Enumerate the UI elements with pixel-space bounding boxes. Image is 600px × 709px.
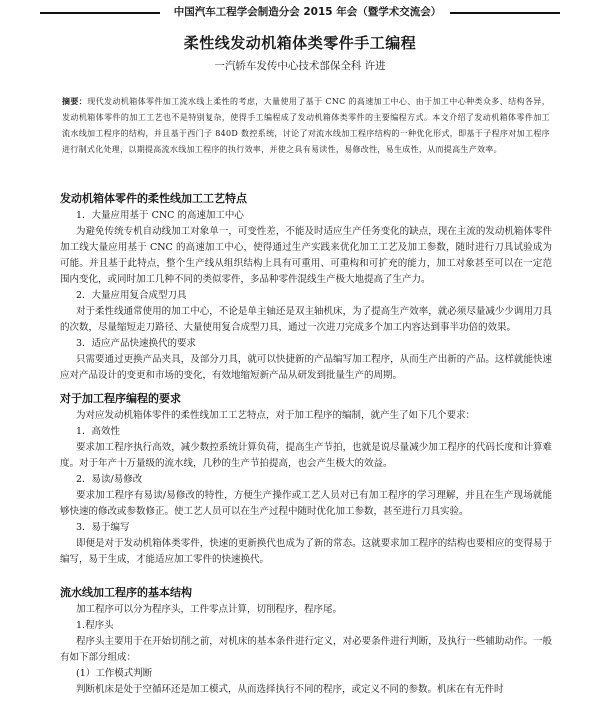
body-content <box>60 190 552 698</box>
abstract <box>62 93 550 158</box>
sub-heading: 3．易于编写 <box>76 522 130 533</box>
paragraph: 即便是对于发动机箱体类零件，快速的更新换代也成为了新的常态。这就要求加工程序的结构也要相应的变得易于编写，易于生成，才能适应加工零件的快速换代。 <box>60 538 552 565</box>
abstract-label: 摘要： <box>62 96 88 106</box>
section-heading: 发动机箱体零件的柔性线加工工艺特点 <box>60 192 247 205</box>
header-text: 中国汽车工程学会制造分会 2015 年会（暨学术交流会） <box>173 6 442 18</box>
paragraph: 要求加工程序有易读/易修改的特性，方便生产操作或工艺人员对已有加工程序的学习理解，并且在生产现场就能够快速的修改或参数修正。使工艺人员可以在生产过程中随时优化加工参数，甚至进行刀具实验。 <box>60 490 552 517</box>
sub-heading: 2．易读/易修改 <box>76 474 143 485</box>
sub-heading: 1．大量应用基于 CNC 的高速加工中心 <box>76 210 244 221</box>
header-rule-right <box>450 12 560 14</box>
sub-heading: (1）工作模式判断 <box>76 668 153 679</box>
paragraph: 只需要通过更换产品夹具，及部分刀具，就可以快捷新的产品编写加工程序，从而生产出新的产品。这样就能快速应对产品设计的变更和市场的变化，有效地缩短新产品从研发到批量生产的周期。 <box>60 354 552 381</box>
sub-heading: 1.程序头 <box>76 620 114 631</box>
paragraph: 要求加工程序执行高效，减少数控系统计算负荷，提高生产节拍，也就是说尽量减少加工程序的代码长度和计算难度。对于年产十万量级的流水线，几秒的生产节拍提高，也会产生极大的效益。 <box>60 442 552 469</box>
running-header <box>40 4 560 22</box>
paragraph: 加工程序可以分为程序头，工件零点计算，切削程序，程序尾。 <box>76 604 343 615</box>
paragraph: 对于柔性线通常使用的加工中心，不论是单主轴还是双主轴机床，为了提高生产效率，就必须尽量减少少调用刀具的次数，尽量缩短走刀路径、大量使用复合成型刀具，通过一次进刀完成多个加工内容达到事半功倍的效果。 <box>60 306 552 333</box>
paragraph: 判断机床是处于空循环还是加工模式，从而选择执行不同的程序，或定义不同的参数。机床在有无件时 <box>76 684 504 695</box>
section-heading: 对于加工程序编程的要求 <box>60 392 181 405</box>
paragraph: 程序头主要用于在开始切削之前，对机床的基本条件进行定义，对必要条件进行判断，及执行一些辅助动作。一般有如下部分组成： <box>60 636 552 663</box>
section-heading: 流水线加工程序的基本结构 <box>60 586 192 599</box>
sub-heading: 1．高效性 <box>76 426 121 437</box>
author-line: 一汽轿车发传中心技术部保全科 许进 <box>214 60 386 72</box>
paper-title: 柔性线发动机箱体类零件手工编程 <box>183 34 417 52</box>
header-rule-left <box>40 12 160 14</box>
sub-heading: 2．大量应用复合成型刀具 <box>76 290 187 301</box>
paragraph: 为对应发动机箱体零件的柔性线加工工艺特点，对于加工程序的编制，就产生了如下几个要求： <box>76 410 476 421</box>
abstract-text: 现代发动机箱体零件加工流水线上柔性的考虑，大量使用了基于 CNC 的高速加工中心、由于加工中心种类众多、结构各异，发动机箱体零件的加工工艺也不是特别复杂，使得手工编程成了发动机箱体类零件的主要编程方式。本文介绍了发动机箱体零件加工流水线加工程序的结构，并且基于西门子 840D 数控系统，讨论了对流水线加工程序结构的一种优化形式，即基于子程序对加工程序进行制式化处理，以期提高流水线加工程序的执行效率，并使之具有易读性，易修改性，易生成性，从而提高生产效率。 <box>62 97 551 154</box>
sub-heading: 3．适应产品快速换代的要求 <box>76 338 197 349</box>
paragraph: 为避免传统专机自动线加工对象单一，可变性差，不能及时适应生产任务变化的缺点，现在主流的发动机箱体零件加工线大量应用基于 CNC 的高速加工中心，使得通过生产实践来优化加工工艺及加工参数，随时进行刀具试验成为可能。并且基于此特点，整个生产线从组织结构上具有可重用、可重构和可扩充的能力，加工对象甚至可以在一定范围内变化，或同时加工几种不同的类似零件，多品种零件混线生产极大地提高了生产力。 <box>60 226 552 285</box>
